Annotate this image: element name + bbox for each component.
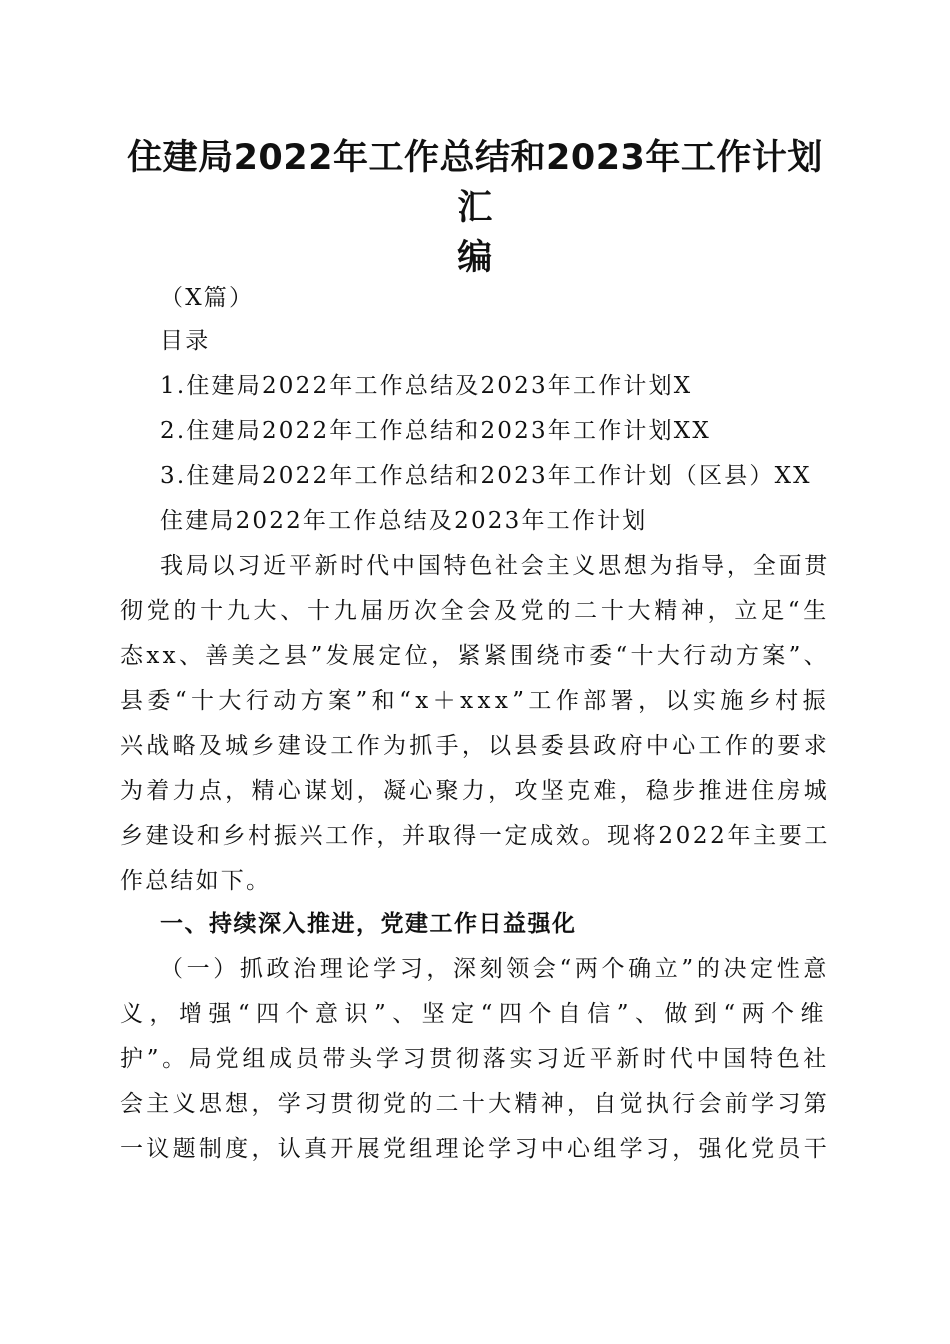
- paragraph-line: 义，增强“四个意识”、坚定“四个自信”、做到“两个维: [120, 1001, 830, 1027]
- paragraph-line: 作总结如下。: [120, 868, 272, 894]
- toc-heading: 目录: [160, 328, 211, 354]
- toc-item: 2.住建局2022年工作总结和2023年工作计划XX: [160, 418, 711, 444]
- paragraph-line: 一议题制度，认真开展党组理论学习中心组学习，强化党员干: [120, 1136, 830, 1162]
- paragraph-line: 乡建设和乡村振兴工作，并取得一定成效。现将2022年主要工: [120, 823, 830, 849]
- title-line-1: 住建局2022年工作总结和2023年工作计划汇: [127, 138, 823, 228]
- paragraph-line: 护”。局党组成员带头学习贯彻落实习近平新时代中国特色社: [120, 1046, 830, 1072]
- title-line-2: 编: [457, 238, 493, 278]
- document-title: [110, 133, 840, 283]
- paragraph-line: 态xx、善美之县”发展定位，紧紧围绕市委“十大行动方案”、: [120, 643, 830, 669]
- paragraph-line: 兴战略及城乡建设工作为抓手，以县委县政府中心工作的要求: [120, 733, 830, 759]
- paragraph-line: （一）抓政治理论学习，深刻领会“两个确立”的决定性意: [160, 956, 830, 982]
- subtitle: （X篇）: [160, 285, 255, 311]
- heading-1: 一、持续深入推进，党建工作日益强化: [160, 911, 577, 937]
- toc-item: 3.住建局2022年工作总结和2023年工作计划（区县）XX: [160, 463, 812, 489]
- paragraph-line: 会主义思想，学习贯彻党的二十大精神，自觉执行会前学习第: [120, 1091, 830, 1117]
- toc-item: 1.住建局2022年工作总结及2023年工作计划X: [160, 373, 693, 399]
- paragraph-line: 彻党的十九大、十九届历次全会及党的二十大精神，立足“生: [120, 598, 830, 624]
- paragraph-line: 县委“十大行动方案”和“x＋xxx”工作部署，以实施乡村振: [120, 688, 830, 714]
- section-title: 住建局2022年工作总结及2023年工作计划: [160, 508, 648, 534]
- paragraph-line: 我局以习近平新时代中国特色社会主义思想为指导，全面贯: [160, 553, 830, 579]
- paragraph-line: 为着力点，精心谋划，凝心聚力，攻坚克难，稳步推进住房城: [120, 778, 830, 804]
